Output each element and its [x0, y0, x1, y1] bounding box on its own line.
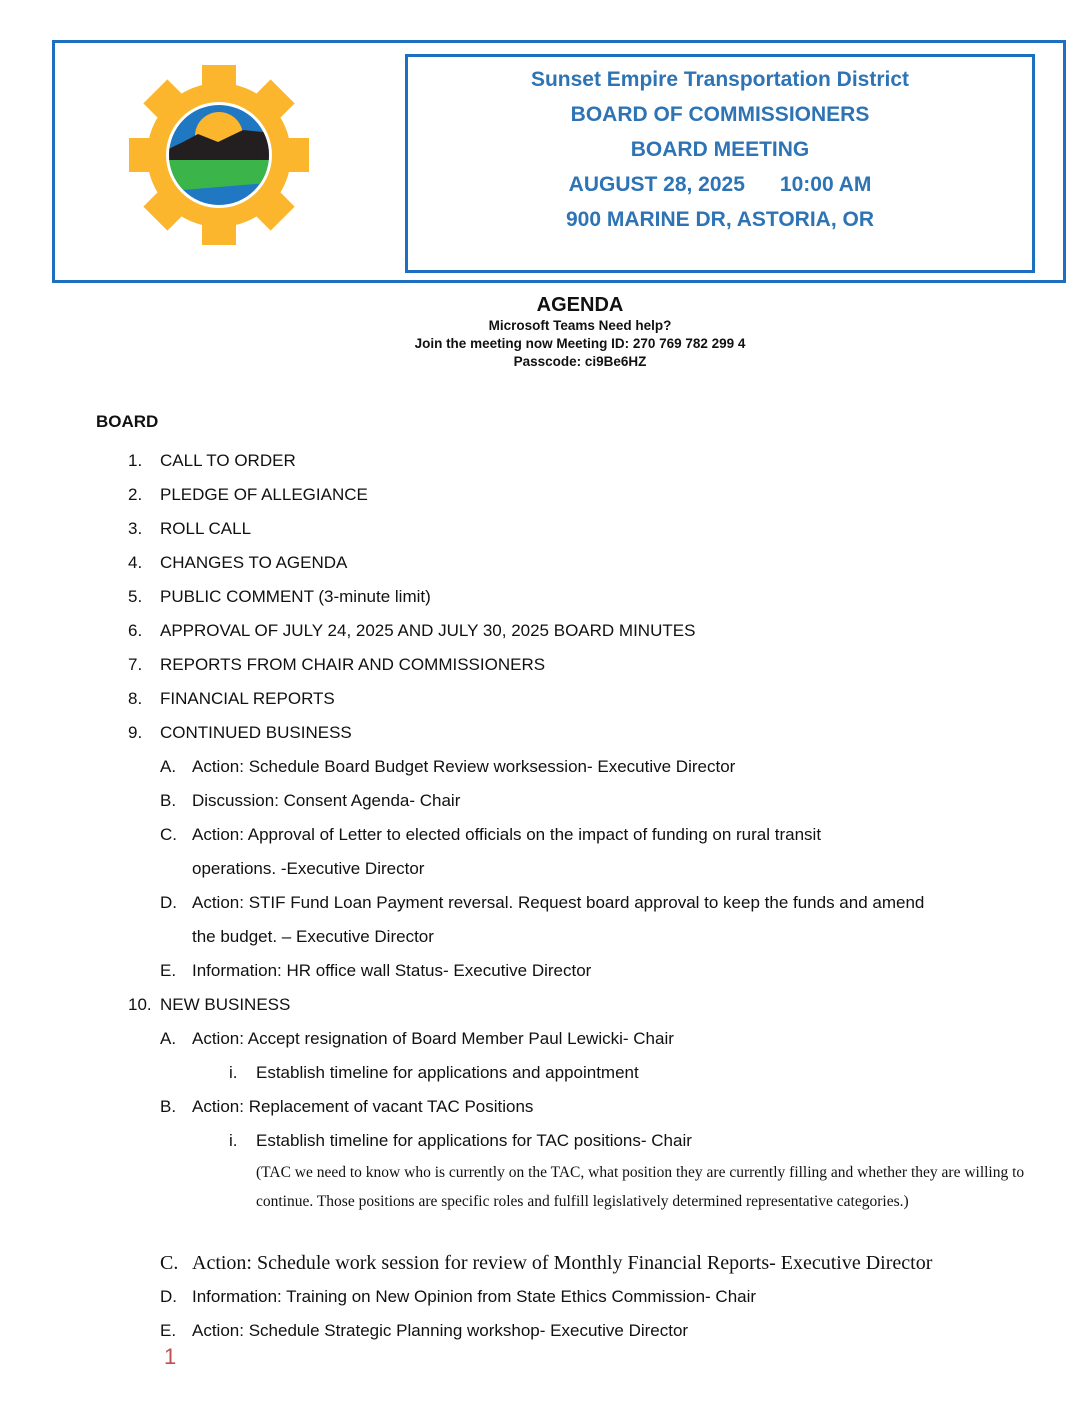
agenda-item — [0, 716, 1088, 750]
teams-help: Microsoft Teams Need help? — [488, 318, 672, 333]
item-number: 2. — [128, 485, 143, 504]
item-text: ROLL CALL — [160, 519, 252, 538]
sub-item — [0, 1022, 1088, 1056]
sub-item — [0, 1314, 1088, 1348]
item-number: 4. — [128, 553, 143, 572]
item-text: REPORTS FROM CHAIR AND COMMISSIONERS — [160, 655, 546, 674]
sub-letter: A. — [160, 757, 177, 776]
item-number: 9. — [128, 723, 143, 742]
sub-text: operations. -Executive Director — [192, 859, 425, 878]
item-text: FINANCIAL REPORTS — [160, 689, 335, 708]
meeting-datetime: AUGUST 28, 2025 10:00 AM — [568, 173, 872, 196]
agenda-item — [0, 580, 1088, 614]
sub-text: Action: Approval of Letter to elected officials on the impact of funding on rural transit — [192, 825, 822, 844]
agenda-item — [0, 614, 1088, 648]
board-name: BOARD OF COMMISSIONERS — [570, 103, 870, 126]
sub-letter: C. — [160, 1252, 179, 1274]
sub-text: Information: HR office wall Status- Executive Director — [192, 961, 592, 980]
item-text: CHANGES TO AGENDA — [160, 553, 348, 572]
sub-letter: D. — [160, 893, 177, 912]
sub-letter: A. — [160, 1029, 177, 1048]
agenda-item — [0, 512, 1088, 546]
agenda-item — [0, 682, 1088, 716]
sub-text: Information: Training on New Opinion from State Ethics Commission- Chair — [192, 1287, 757, 1306]
agenda-item — [0, 478, 1088, 512]
roman-text: Establish timeline for applications for TAC positions- Chair — [256, 1131, 692, 1150]
roman-item — [0, 1056, 1088, 1090]
item-number: 8. — [128, 689, 143, 708]
item-text: CALL TO ORDER — [160, 451, 296, 470]
sub-letter: B. — [160, 791, 177, 810]
district-gear-logo — [128, 64, 310, 246]
sub-letter: C. — [160, 825, 177, 844]
sub-item — [0, 1280, 1088, 1314]
sub-item — [0, 886, 1088, 920]
agenda-heading — [0, 293, 1088, 371]
item-number: 6. — [128, 621, 143, 640]
item-text: PLEDGE OF ALLEGIANCE — [160, 485, 368, 504]
meeting-id: Join the meeting now Meeting ID: 270 769 782 299 4 — [414, 336, 746, 351]
meeting-type: BOARD MEETING — [630, 138, 810, 161]
passcode: Passcode: ci9Be6HZ — [513, 354, 647, 369]
item-text: PUBLIC COMMENT (3-minute limit) — [160, 587, 431, 606]
item-number: 10. — [128, 995, 152, 1014]
sub-item — [0, 750, 1088, 784]
agenda-list — [0, 444, 1088, 1348]
agenda-title: AGENDA — [536, 294, 624, 316]
roman-number: i. — [229, 1131, 238, 1150]
sub-text: Action: Schedule Board Budget Review worksession- Executive Director — [192, 757, 736, 776]
meeting-header — [405, 62, 1035, 237]
meeting-address: 900 MARINE DR, ASTORIA, OR — [565, 208, 875, 231]
sub-text: Discussion: Consent Agenda- Chair — [192, 791, 461, 810]
sub-letter: B. — [160, 1097, 177, 1116]
district-name: Sunset Empire Transportation District — [530, 68, 910, 91]
agenda-item — [0, 546, 1088, 580]
sub-item — [0, 1090, 1088, 1124]
agenda-item — [0, 648, 1088, 682]
item-number: 1. — [128, 451, 143, 470]
sub-text: Action: Schedule Strategic Planning workshop- Executive Director — [192, 1321, 689, 1340]
item-text: CONTINUED BUSINESS — [160, 723, 352, 742]
sub-text: Action: Accept resignation of Board Member Paul Lewicki- Chair — [192, 1029, 674, 1048]
item-text: NEW BUSINESS — [160, 995, 291, 1014]
roman-item — [0, 1124, 1088, 1158]
roman-text: Establish timeline for applications and appointment — [256, 1063, 639, 1082]
sub-text: Action: STIF Fund Loan Payment reversal. Request board approval to keep the funds and amend — [192, 893, 925, 912]
sub-item-continuation — [0, 852, 1088, 886]
roman-number: i. — [229, 1063, 238, 1082]
sub-item — [0, 954, 1088, 988]
sub-text: Action: Schedule work session for review of Monthly Financial Reports- Executive Director — [192, 1252, 933, 1274]
section-board: BOARD — [96, 412, 159, 431]
tac-note: (TAC we need to know who is currently on the TAC, what position they are currently filling and whether they are willing to continue. Those positions are specific roles and fulfill legislatively determined representative categories.) — [256, 1164, 1025, 1210]
item-number: 5. — [128, 587, 143, 606]
sub-letter: D. — [160, 1287, 177, 1306]
sub-text: Action: Replacement of vacant TAC Positions — [192, 1097, 534, 1116]
sub-item — [0, 784, 1088, 818]
sub-text: the budget. – Executive Director — [192, 927, 434, 946]
item-text: APPROVAL OF JULY 24, 2025 AND JULY 30, 2025 BOARD MINUTES — [160, 621, 696, 640]
agenda-item — [0, 444, 1088, 478]
sub-letter: E. — [160, 961, 177, 980]
sub-item — [0, 818, 1088, 852]
sub-item — [0, 1246, 1088, 1280]
sub-letter: E. — [160, 1321, 177, 1340]
agenda-item — [0, 988, 1088, 1022]
item-number: 7. — [128, 655, 143, 674]
sub-item-continuation — [0, 920, 1088, 954]
item-number: 3. — [128, 519, 143, 538]
page-number: 1 — [164, 1344, 177, 1369]
